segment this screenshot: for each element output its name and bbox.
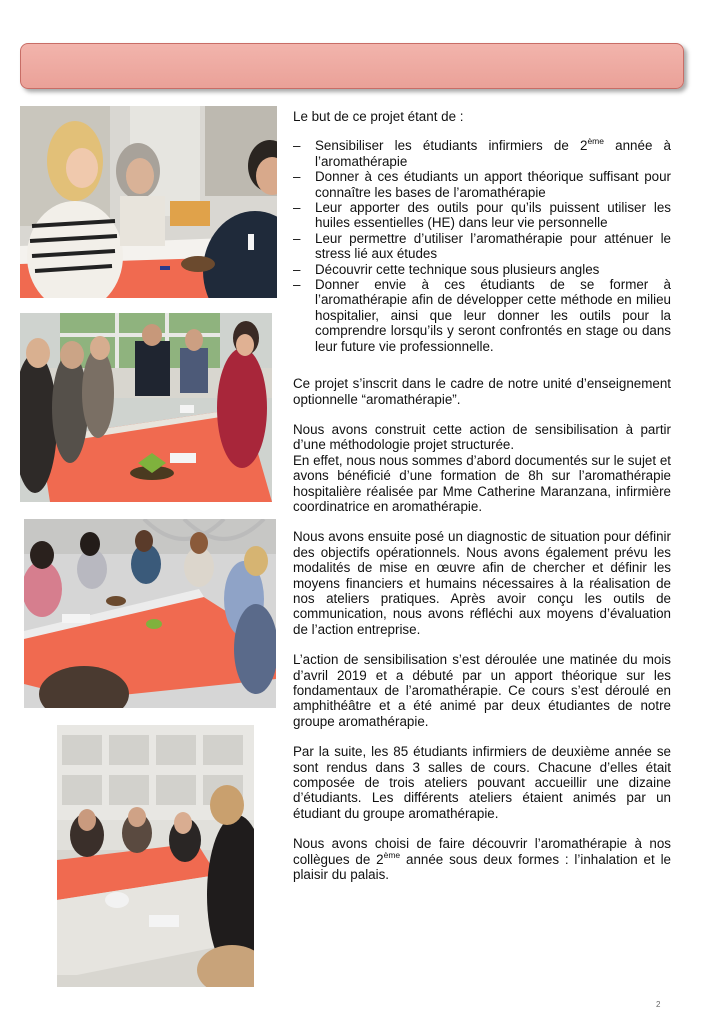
conclusion-superscript: ème bbox=[383, 849, 401, 860]
goal-text: Leur apporter des outils pour qu’ils puissent utiliser les huiles essentielles (HE) dans leur vie personnelle bbox=[315, 200, 671, 231]
goal-item bbox=[293, 231, 671, 262]
paragraph-training: En effet, nous nous sommes d’abord documentés sur le sujet et avons bénéficié d’une formation de 8h sur l’aromathérapie hospitalière réalisée par Mme Catherine Maranzana, infirmière coordinatrice en aromathérapie. bbox=[293, 452, 671, 514]
goal-superscript: ème bbox=[587, 136, 604, 147]
goal-text-after: année à l’aromathérapie bbox=[315, 138, 672, 169]
page-number: 2 bbox=[656, 1000, 661, 1009]
photo-classroom-workshop bbox=[57, 725, 254, 987]
photo-standing-group bbox=[20, 313, 272, 502]
article-text bbox=[293, 109, 671, 882]
paragraph-workshops: Par la suite, les 85 étudiants infirmiers de deuxième année se sont rendus dans 3 salles de cours. Chacune d’elles était composée de trois ateliers pouvant accueillir une dizaine d’étudiants. Les différents ateliers étaient animés par un étudiant du groupe aromathérapie. bbox=[293, 744, 671, 821]
goal-item bbox=[293, 262, 671, 277]
bullet-marker: – bbox=[293, 138, 301, 154]
goal-text: Sensibiliser les étudiants infirmiers de 2 bbox=[315, 138, 588, 154]
photo-seated-table bbox=[24, 519, 276, 708]
goal-item bbox=[293, 138, 671, 169]
bullet-marker: – bbox=[293, 277, 301, 293]
paragraph-conclusion bbox=[293, 836, 671, 882]
bullet-marker: – bbox=[293, 169, 301, 185]
goal-item bbox=[293, 169, 671, 200]
bullet-marker: – bbox=[293, 230, 301, 246]
bullet-marker: – bbox=[293, 200, 301, 216]
goal-item bbox=[293, 200, 671, 231]
goal-item bbox=[293, 277, 671, 354]
goals-list bbox=[293, 138, 671, 354]
conclusion-text: Nous avons choisi de faire découvrir l’aromathérapie à nos collègues de 2 bbox=[293, 836, 671, 867]
bullet-marker: – bbox=[293, 261, 301, 277]
goal-text: Donner à ces étudiants un apport théorique suffisant pour connaître les bases de l’aromathérapie bbox=[315, 169, 671, 200]
paragraph-methodology: Nous avons construit cette action de sensibilisation à partir d’une méthodologie projet structurée. bbox=[293, 421, 671, 453]
goal-text: Donner envie à ces étudiants de se former à l’aromathérapie afin de développer cette méthode en milieu hospitalier, ainsi que leur donner les outils pour la comprendre lorsqu’ils y seront confrontés en stage ou dans leur future vie professionnelle. bbox=[315, 277, 671, 354]
photo-inhalation-workshop bbox=[20, 106, 277, 298]
conclusion-text-after: année sous deux formes : l’inhalation et le plaisir du palais. bbox=[293, 851, 671, 883]
paragraph-diagnostic: Nous avons ensuite posé un diagnostic de situation pour définir des objectifs opérationnels. Nous avons également prévu les modalités de mise en œuvre afin de chercher et définir les moyens financiers et humains nécessaires à la réalisation de nos ateliers pratiques. Après avoir conçu les outils de communication, nous avons réfléchi aux moyens d’évaluation de l’action entreprise. bbox=[293, 529, 671, 637]
goal-text: Découvrir cette technique sous plusieurs angles bbox=[315, 261, 600, 277]
paragraph-unite: Ce projet s’inscrit dans le cadre de notre unité d’enseignement optionnelle “aromathérapie”. bbox=[293, 376, 671, 407]
goal-text: Leur permettre d’utiliser l’aromathérapie pour atténuer le stress lié aux études bbox=[315, 230, 671, 262]
header-banner bbox=[20, 43, 684, 89]
intro-text: Le but de ce projet étant de : bbox=[293, 109, 464, 124]
paragraph-action: L’action de sensibilisation s’est déroulée une matinée du mois d’avril 2019 et a débuté par un apport théorique sur les fondamentaux de l’aromathérapie. Ce cours s’est déroulé en amphithéâtre et a été animé par deux étudiantes de notre groupe aromathérapie. bbox=[293, 652, 671, 729]
